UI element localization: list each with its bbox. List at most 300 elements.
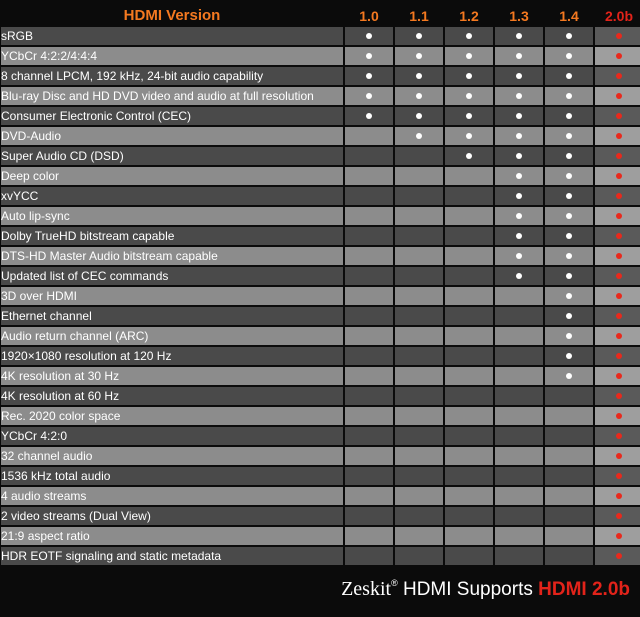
support-cell (395, 67, 443, 85)
support-cell (345, 407, 393, 425)
support-cell (445, 247, 493, 265)
support-cell (595, 467, 640, 485)
feature-name: 21:9 aspect ratio (1, 527, 343, 545)
support-cell (445, 87, 493, 105)
feature-name: Super Audio CD (DSD) (1, 147, 343, 165)
support-cell (545, 487, 593, 505)
support-cell (545, 47, 593, 65)
support-cell (545, 507, 593, 525)
support-cell (445, 427, 493, 445)
support-cell (345, 47, 393, 65)
support-cell (495, 547, 543, 565)
support-cell (395, 167, 443, 185)
support-cell (395, 487, 443, 505)
supported-dot-icon (416, 73, 422, 79)
feature-name: 4K resolution at 60 Hz (1, 387, 343, 405)
supported-dot-icon (566, 233, 572, 239)
supported-dot-icon (416, 93, 422, 99)
support-cell (445, 507, 493, 525)
supported-dot-icon (366, 33, 372, 39)
supported-dot-icon (566, 93, 572, 99)
support-cell (345, 87, 393, 105)
support-cell (495, 107, 543, 125)
support-cell (445, 447, 493, 465)
support-cell (445, 127, 493, 145)
supported-dot-icon (566, 373, 572, 379)
support-cell (595, 127, 640, 145)
support-cell (345, 67, 393, 85)
support-cell (595, 507, 640, 525)
supported-dot-red-icon (616, 53, 622, 59)
support-cell (495, 327, 543, 345)
supported-dot-icon (366, 53, 372, 59)
feature-name: 32 channel audio (1, 447, 343, 465)
support-cell (545, 547, 593, 565)
supported-dot-red-icon (616, 293, 622, 299)
table-row (1, 307, 640, 325)
supported-dot-icon (566, 353, 572, 359)
support-cell (545, 227, 593, 245)
feature-name: Audio return channel (ARC) (1, 327, 343, 345)
support-cell (395, 307, 443, 325)
support-cell (345, 107, 393, 125)
support-cell (345, 467, 393, 485)
support-cell (495, 147, 543, 165)
support-cell (395, 267, 443, 285)
feature-rows (1, 27, 640, 565)
support-cell (395, 47, 443, 65)
support-cell (545, 147, 593, 165)
support-cell (395, 467, 443, 485)
supported-dot-icon (516, 93, 522, 99)
support-cell (345, 287, 393, 305)
table-row (1, 327, 640, 345)
supported-dot-icon (566, 53, 572, 59)
table-row (1, 187, 640, 205)
support-cell (595, 547, 640, 565)
support-cell (395, 207, 443, 225)
support-cell (345, 307, 393, 325)
support-cell (345, 487, 393, 505)
support-cell (395, 87, 443, 105)
support-cell (445, 207, 493, 225)
support-cell (395, 547, 443, 565)
supported-dot-icon (416, 133, 422, 139)
supported-dot-icon (416, 33, 422, 39)
support-cell (595, 47, 640, 65)
table-row (1, 387, 640, 405)
supported-dot-icon (516, 153, 522, 159)
support-cell (395, 327, 443, 345)
support-cell (445, 367, 493, 385)
supported-dot-icon (366, 93, 372, 99)
support-cell (495, 487, 543, 505)
support-cell (345, 447, 393, 465)
version-header-latest: 2.0b (595, 7, 640, 25)
table-row (1, 547, 640, 565)
support-cell (545, 207, 593, 225)
support-cell (595, 147, 640, 165)
table-row (1, 87, 640, 105)
support-cell (395, 347, 443, 365)
supported-dot-icon (516, 73, 522, 79)
support-cell (345, 327, 393, 345)
supported-dot-red-icon (616, 313, 622, 319)
support-cell (345, 167, 393, 185)
table-row (1, 247, 640, 265)
table-row (1, 127, 640, 145)
table-row (1, 527, 640, 545)
support-cell (545, 267, 593, 285)
support-cell (445, 467, 493, 485)
support-cell (595, 67, 640, 85)
support-cell (495, 407, 543, 425)
supported-dot-red-icon (616, 153, 622, 159)
table-row (1, 467, 640, 485)
version-header: 1.3 (495, 7, 543, 25)
support-cell (445, 47, 493, 65)
support-cell (595, 527, 640, 545)
support-cell (395, 127, 443, 145)
supported-dot-icon (566, 213, 572, 219)
support-cell (545, 67, 593, 85)
support-cell (495, 207, 543, 225)
table-row (1, 267, 640, 285)
support-cell (445, 167, 493, 185)
support-cell (545, 467, 593, 485)
version-header: 1.2 (445, 7, 493, 25)
support-cell (595, 247, 640, 265)
support-cell (445, 147, 493, 165)
support-cell (395, 227, 443, 245)
feature-name: 4K resolution at 30 Hz (1, 367, 343, 385)
support-cell (395, 447, 443, 465)
table-row (1, 167, 640, 185)
support-cell (345, 127, 393, 145)
feature-name: 8 channel LPCM, 192 kHz, 24-bit audio capability (1, 67, 343, 85)
supported-dot-icon (516, 33, 522, 39)
support-cell (345, 147, 393, 165)
supported-dot-red-icon (616, 173, 622, 179)
supported-dot-red-icon (616, 413, 622, 419)
support-cell (545, 407, 593, 425)
support-cell (495, 387, 543, 405)
support-cell (395, 527, 443, 545)
support-cell (395, 287, 443, 305)
support-cell (595, 347, 640, 365)
supported-dot-red-icon (616, 533, 622, 539)
supported-dot-icon (516, 133, 522, 139)
supported-dot-icon (516, 273, 522, 279)
table-row (1, 67, 640, 85)
supported-dot-icon (416, 113, 422, 119)
support-cell (545, 427, 593, 445)
support-cell (445, 407, 493, 425)
supported-dot-icon (566, 273, 572, 279)
support-cell (395, 427, 443, 445)
supported-dot-icon (466, 93, 472, 99)
supported-dot-icon (566, 153, 572, 159)
supported-dot-icon (566, 73, 572, 79)
support-cell (445, 347, 493, 365)
support-cell (595, 327, 640, 345)
footer-caption (341, 578, 630, 601)
support-cell (545, 287, 593, 305)
supported-dot-icon (566, 113, 572, 119)
support-cell (545, 87, 593, 105)
supported-dot-red-icon (616, 233, 622, 239)
support-cell (345, 367, 393, 385)
table-row (1, 207, 640, 225)
support-cell (395, 387, 443, 405)
feature-name: 1920×1080 resolution at 120 Hz (1, 347, 343, 365)
supported-dot-red-icon (616, 253, 622, 259)
supported-dot-icon (516, 253, 522, 259)
feature-name: xvYCC (1, 187, 343, 205)
feature-name: Consumer Electronic Control (CEC) (1, 107, 343, 125)
support-cell (445, 187, 493, 205)
feature-name: YCbCr 4:2:0 (1, 427, 343, 445)
supported-dot-red-icon (616, 433, 622, 439)
supported-dot-red-icon (616, 553, 622, 559)
supported-dot-red-icon (616, 73, 622, 79)
supported-dot-icon (366, 113, 372, 119)
support-cell (345, 507, 393, 525)
support-cell (495, 447, 543, 465)
table-row (1, 407, 640, 425)
table-row (1, 347, 640, 365)
footer-highlight: HDMI 2.0b (538, 579, 630, 600)
feature-name: 2 video streams (Dual View) (1, 507, 343, 525)
supported-dot-icon (366, 73, 372, 79)
support-cell (595, 447, 640, 465)
support-cell (445, 67, 493, 85)
support-cell (545, 107, 593, 125)
support-cell (445, 107, 493, 125)
support-cell (545, 347, 593, 365)
supported-dot-red-icon (616, 133, 622, 139)
support-cell (445, 487, 493, 505)
support-cell (545, 367, 593, 385)
supported-dot-icon (566, 313, 572, 319)
support-cell (495, 27, 543, 45)
support-cell (595, 107, 640, 125)
support-cell (495, 227, 543, 245)
support-cell (595, 367, 640, 385)
supported-dot-icon (566, 253, 572, 259)
footer-text: HDMI Supports (402, 579, 533, 600)
support-cell (495, 507, 543, 525)
supported-dot-red-icon (616, 353, 622, 359)
support-cell (595, 187, 640, 205)
support-cell (545, 387, 593, 405)
feature-name: Rec. 2020 color space (1, 407, 343, 425)
support-cell (595, 287, 640, 305)
table-row (1, 447, 640, 465)
support-cell (595, 87, 640, 105)
brand-name: Zeskit (341, 578, 392, 600)
supported-dot-icon (466, 73, 472, 79)
support-cell (395, 187, 443, 205)
supported-dot-red-icon (616, 333, 622, 339)
supported-dot-icon (466, 133, 472, 139)
support-cell (545, 27, 593, 45)
support-cell (495, 307, 543, 325)
support-cell (495, 187, 543, 205)
support-cell (445, 527, 493, 545)
supported-dot-icon (466, 53, 472, 59)
support-cell (395, 27, 443, 45)
supported-dot-red-icon (616, 393, 622, 399)
support-cell (495, 367, 543, 385)
supported-dot-icon (516, 193, 522, 199)
support-cell (545, 127, 593, 145)
support-cell (595, 267, 640, 285)
support-cell (595, 427, 640, 445)
table-header-row (1, 7, 640, 25)
supported-dot-icon (516, 213, 522, 219)
support-cell (545, 527, 593, 545)
registered-mark: ® (391, 578, 398, 588)
supported-dot-icon (466, 33, 472, 39)
support-cell (345, 347, 393, 365)
support-cell (495, 287, 543, 305)
support-cell (395, 367, 443, 385)
support-cell (595, 387, 640, 405)
feature-name: Dolby TrueHD bitstream capable (1, 227, 343, 245)
support-cell (345, 207, 393, 225)
supported-dot-icon (516, 233, 522, 239)
supported-dot-red-icon (616, 113, 622, 119)
table-row (1, 487, 640, 505)
header-label: HDMI Version (1, 7, 343, 25)
supported-dot-red-icon (616, 493, 622, 499)
supported-dot-icon (466, 153, 472, 159)
support-cell (595, 487, 640, 505)
supported-dot-icon (566, 193, 572, 199)
support-cell (595, 227, 640, 245)
support-cell (345, 227, 393, 245)
support-cell (545, 447, 593, 465)
support-cell (545, 167, 593, 185)
feature-name: DTS-HD Master Audio bitstream capable (1, 247, 343, 265)
table-row (1, 27, 640, 45)
supported-dot-red-icon (616, 93, 622, 99)
feature-name: 1536 kHz total audio (1, 467, 343, 485)
support-cell (395, 507, 443, 525)
feature-name: HDR EOTF signaling and static metadata (1, 547, 343, 565)
feature-name: Ethernet channel (1, 307, 343, 325)
support-cell (445, 287, 493, 305)
support-cell (445, 327, 493, 345)
support-cell (595, 167, 640, 185)
support-cell (545, 187, 593, 205)
support-cell (345, 427, 393, 445)
support-cell (345, 267, 393, 285)
supported-dot-red-icon (616, 453, 622, 459)
support-cell (445, 27, 493, 45)
supported-dot-icon (466, 113, 472, 119)
support-cell (495, 47, 543, 65)
table-row (1, 507, 640, 525)
supported-dot-icon (416, 53, 422, 59)
table-row (1, 367, 640, 385)
support-cell (345, 527, 393, 545)
supported-dot-red-icon (616, 273, 622, 279)
supported-dot-icon (566, 133, 572, 139)
supported-dot-red-icon (616, 373, 622, 379)
support-cell (595, 307, 640, 325)
support-cell (495, 427, 543, 445)
version-header: 1.4 (545, 7, 593, 25)
table-row (1, 107, 640, 125)
supported-dot-red-icon (616, 193, 622, 199)
support-cell (545, 327, 593, 345)
version-header: 1.1 (395, 7, 443, 25)
support-cell (445, 227, 493, 245)
supported-dot-red-icon (616, 213, 622, 219)
support-cell (445, 547, 493, 565)
support-cell (395, 247, 443, 265)
support-cell (395, 107, 443, 125)
feature-name: Blu-ray Disc and HD DVD video and audio at full resolution (1, 87, 343, 105)
support-cell (395, 147, 443, 165)
table-row (1, 227, 640, 245)
support-cell (595, 407, 640, 425)
support-cell (495, 67, 543, 85)
table-row (1, 287, 640, 305)
support-cell (445, 307, 493, 325)
support-cell (495, 347, 543, 365)
support-cell (395, 407, 443, 425)
support-cell (495, 527, 543, 545)
support-cell (345, 187, 393, 205)
supported-dot-icon (566, 33, 572, 39)
supported-dot-icon (566, 333, 572, 339)
feature-name: 3D over HDMI (1, 287, 343, 305)
supported-dot-icon (566, 173, 572, 179)
table-row (1, 147, 640, 165)
feature-name: Updated list of CEC commands (1, 267, 343, 285)
support-cell (345, 547, 393, 565)
feature-name: YCbCr 4:2:2/4:4:4 (1, 47, 343, 65)
support-cell (545, 307, 593, 325)
feature-name: Deep color (1, 167, 343, 185)
support-cell (445, 387, 493, 405)
supported-dot-icon (566, 293, 572, 299)
support-cell (345, 27, 393, 45)
supported-dot-red-icon (616, 473, 622, 479)
feature-name: 4 audio streams (1, 487, 343, 505)
support-cell (495, 247, 543, 265)
table-row (1, 47, 640, 65)
feature-name: sRGB (1, 27, 343, 45)
hdmi-feature-table (0, 5, 640, 567)
table-row (1, 427, 640, 445)
support-cell (345, 247, 393, 265)
version-header: 1.0 (345, 7, 393, 25)
supported-dot-icon (516, 53, 522, 59)
supported-dot-red-icon (616, 33, 622, 39)
support-cell (595, 27, 640, 45)
support-cell (545, 247, 593, 265)
support-cell (495, 167, 543, 185)
supported-dot-icon (516, 173, 522, 179)
support-cell (445, 267, 493, 285)
support-cell (345, 387, 393, 405)
support-cell (495, 467, 543, 485)
support-cell (595, 207, 640, 225)
